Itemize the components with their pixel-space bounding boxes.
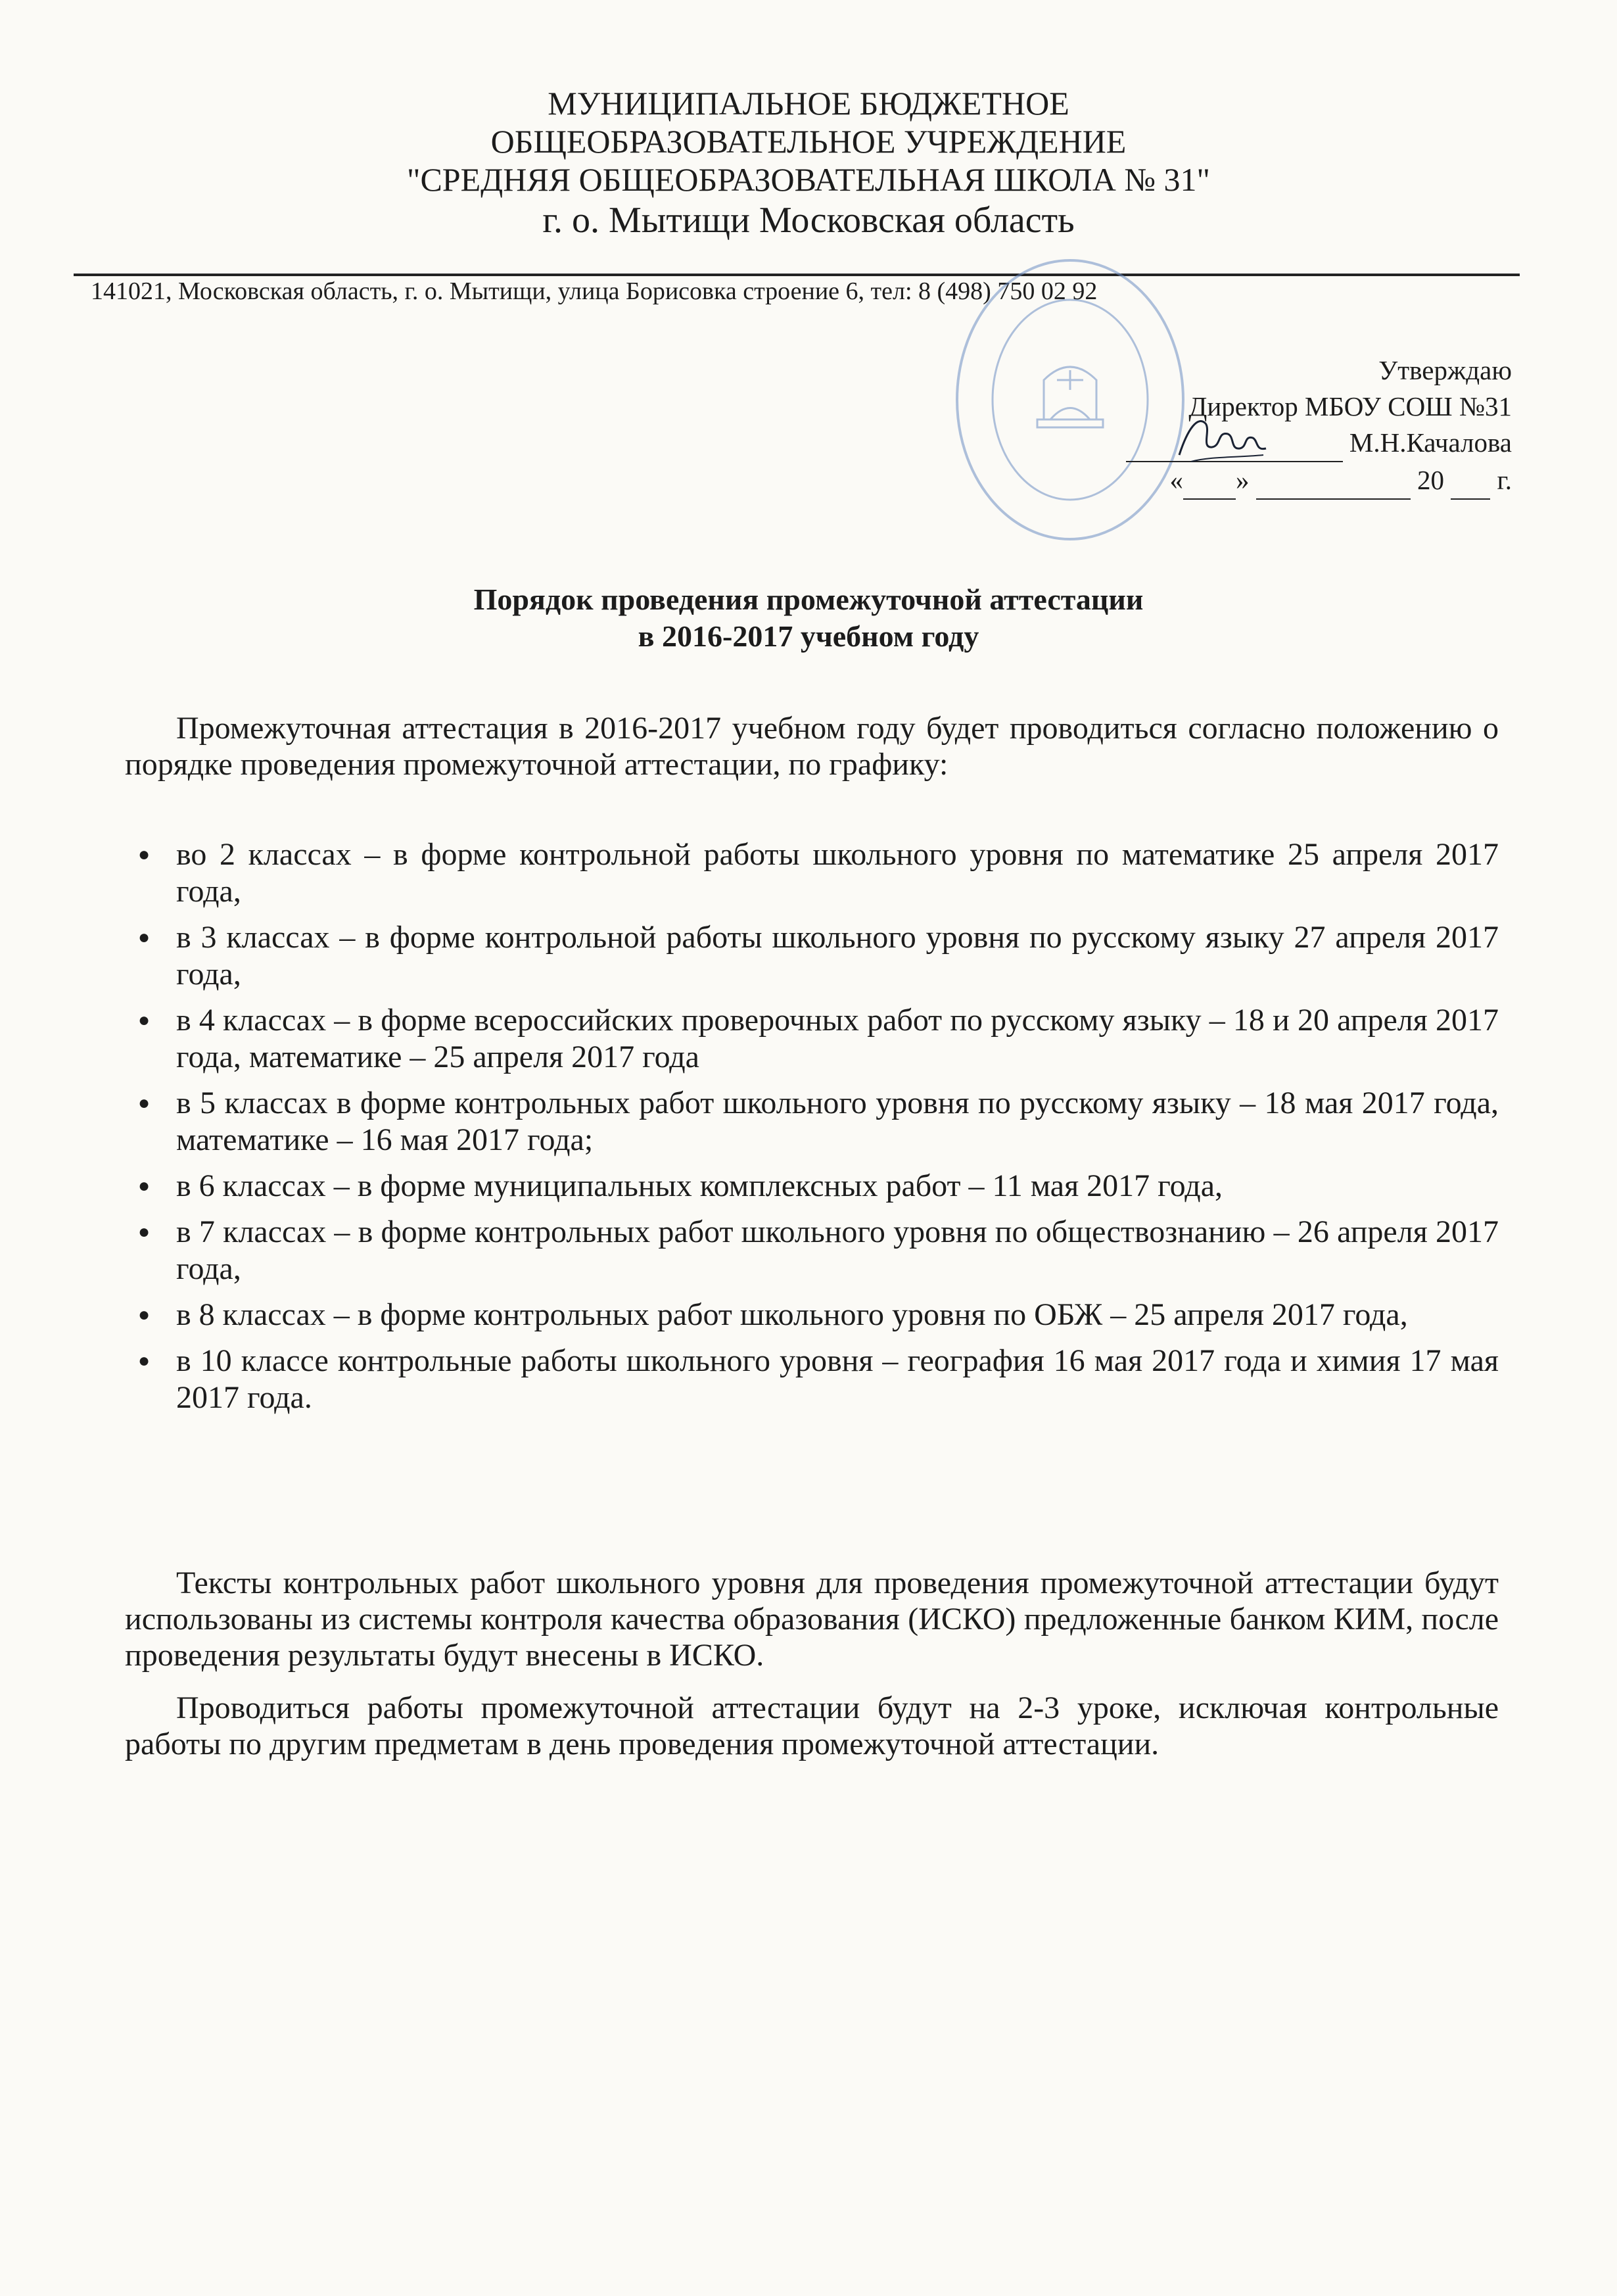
letterhead <box>0 84 1617 242</box>
approval-date-line: « » 20 г. <box>1126 462 1512 500</box>
approval-position: Директор МБОУ СОШ №31 <box>1188 391 1512 421</box>
list-item: ● в 5 классах в форме контрольных работ школьного уровня по русскому языку – 18 мая 2017 года, математике – 16 мая 2017 года; <box>138 1086 1499 1157</box>
bullet-icon: ● <box>138 1221 151 1243</box>
director-signature <box>1171 409 1270 468</box>
paragraph-schedule-note: Проводиться работы промежуточной аттестации будут на 2-3 уроке, исключая контрольные работы по другим предметам в день проведения промежуточной аттестации. <box>125 1690 1499 1761</box>
org-name-line1: МУНИЦИПАЛЬНОЕ БЮДЖЕТНОЕ <box>548 85 1069 122</box>
paragraph-isko: Тексты контрольных работ школьного уровня для проведения промежуточной аттестации будут использованы из системы контроля качества образования (ИСКО) предложенные банком КИМ, после проведения результаты будут внесены в ИСКО. <box>125 1566 1499 1673</box>
bullet-icon: ● <box>138 1175 151 1197</box>
title-line2: в 2016-2017 учебном году <box>638 619 979 653</box>
director-name: М.Н.Качалова <box>1349 427 1512 458</box>
bullet-icon: ● <box>138 1092 151 1114</box>
list-item: ● в 6 классах – в форме муниципальных комплексных работ – 11 мая 2017 года, <box>138 1168 1223 1203</box>
bullet-icon: ● <box>138 926 151 948</box>
bullet-icon: ● <box>138 1304 151 1326</box>
bullet-icon: ● <box>138 1350 151 1372</box>
approval-heading: Утверждаю <box>1378 355 1512 385</box>
intro-paragraph: Промежуточная аттестация в 2016-2017 учебном году будет проводиться согласно положению о порядке проведения промежуточной аттестации, по графику: <box>125 711 1499 782</box>
org-name-line2: ОБЩЕОБРАЗОВАТЕЛЬНОЕ УЧРЕЖДЕНИЕ <box>490 123 1127 160</box>
list-item: ● в 4 классах – в форме всероссийских проверочных работ по русскому языку – 18 и 20 апреля 2017 года, математике – 25 апреля 2017 года <box>138 1003 1499 1074</box>
list-item: ● в 3 классах – в форме контрольной работы школьного уровня по русскому языку 27 апреля 2017 года, <box>138 920 1499 992</box>
bullet-icon: ● <box>138 1009 151 1031</box>
document-title <box>0 581 1617 655</box>
list-item: ● в 8 классах – в форме контрольных работ школьного уровня по ОБЖ – 25 апреля 2017 года, <box>138 1297 1408 1332</box>
org-name-line3: "СРЕДНЯЯ ОБЩЕОБРАЗОВАТЕЛЬНАЯ ШКОЛА № 31" <box>407 161 1210 198</box>
list-item: ● в 10 классе контрольные работы школьного уровня – география 16 мая 2017 года и химия 17 мая 2017 года. <box>138 1343 1499 1415</box>
list-item: ● во 2 классах – в форме контрольной работы школьного уровня по математике 25 апреля 2017 года, <box>138 837 1499 909</box>
bullet-icon: ● <box>138 844 151 865</box>
list-item: ● в 7 классах – в форме контрольных работ школьного уровня по обществознанию – 26 апреля 2017 года, <box>138 1214 1499 1286</box>
org-address: 141021, Московская область, г. о. Мытищи, улица Борисовка строение 6, тел: 8 (498) 750 02 92 <box>91 277 1098 305</box>
schedule-list <box>125 836 1499 1425</box>
org-city: г. о. Мытищи Московская область <box>542 200 1075 241</box>
title-line1: Порядок проведения промежуточной аттестации <box>473 583 1144 616</box>
